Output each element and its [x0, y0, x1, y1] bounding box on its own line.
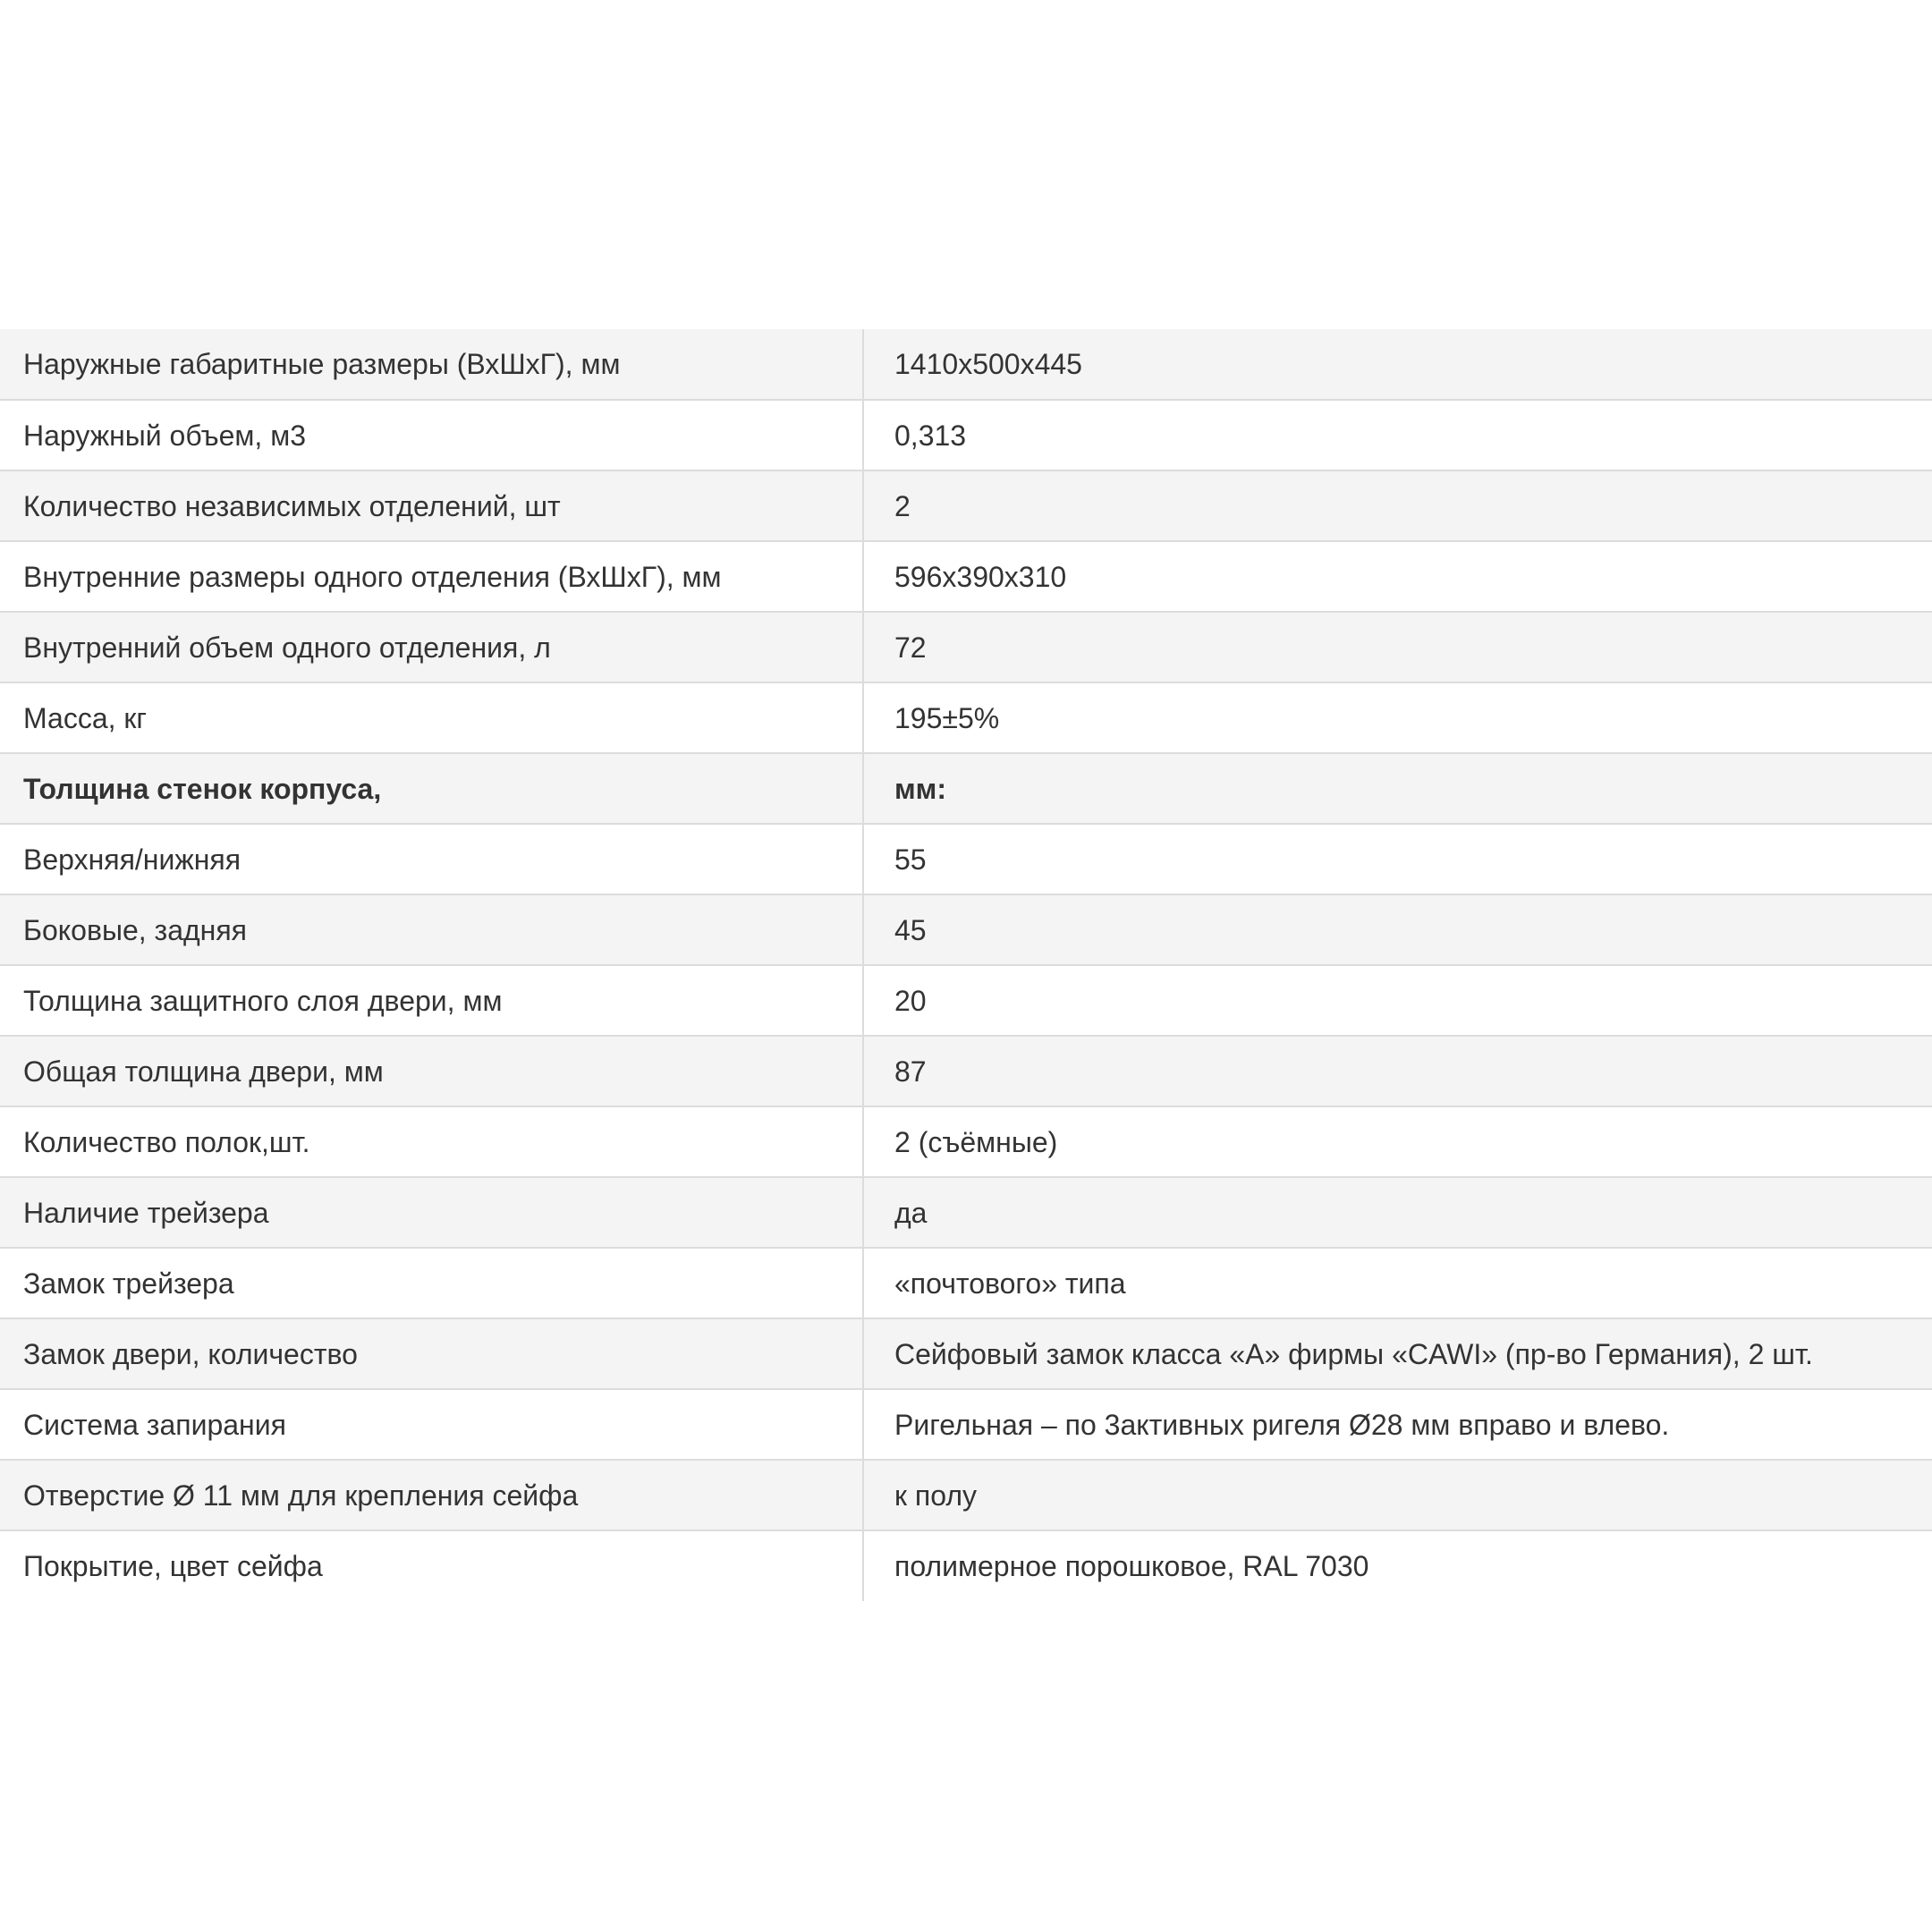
table-row [0, 894, 1932, 965]
spec-value: 0,313 [863, 400, 1932, 470]
table-row [0, 1389, 1932, 1460]
table-row [0, 329, 1932, 400]
spec-label: Система запирания [0, 1389, 863, 1460]
spec-value: 55 [863, 824, 1932, 894]
table-row [0, 1530, 1932, 1601]
spec-label: Отверстие Ø 11 мм для крепления сейфа [0, 1460, 863, 1530]
spec-label: Наружный объем, м3 [0, 400, 863, 470]
spec-label: Замок двери, количество [0, 1318, 863, 1389]
table-row [0, 1036, 1932, 1106]
spec-value: 596х390х310 [863, 541, 1932, 612]
table-row [0, 1248, 1932, 1318]
spec-value: 72 [863, 612, 1932, 682]
spec-value: 2 [863, 470, 1932, 541]
spec-label: Толщина защитного слоя двери, мм [0, 965, 863, 1036]
spec-label: Масса, кг [0, 682, 863, 753]
spec-value: 87 [863, 1036, 1932, 1106]
spec-label: Покрытие, цвет сейфа [0, 1530, 863, 1601]
spec-label: Количество независимых отделений, шт [0, 470, 863, 541]
spec-value: 1410х500х445 [863, 329, 1932, 400]
table-row [0, 965, 1932, 1036]
table-row [0, 1177, 1932, 1248]
spec-label: Замок трейзера [0, 1248, 863, 1318]
spec-label: Внутренний объем одного отделения, л [0, 612, 863, 682]
spec-label: Наружные габаритные размеры (ВхШхГ), мм [0, 329, 863, 400]
specs-table [0, 329, 1932, 1601]
table-section-header-row [0, 753, 1932, 824]
table-row [0, 612, 1932, 682]
table-row [0, 824, 1932, 894]
spec-label: Внутренние размеры одного отделения (ВхШхГ), мм [0, 541, 863, 612]
section-header-unit: мм: [863, 753, 1932, 824]
spec-label: Боковые, задняя [0, 894, 863, 965]
spec-value: Ригельная – по 3активных ригеля Ø28 мм вправо и влево. [863, 1389, 1932, 1460]
table-row [0, 1460, 1932, 1530]
spec-label: Верхняя/нижняя [0, 824, 863, 894]
spec-value: 20 [863, 965, 1932, 1036]
table-row [0, 541, 1932, 612]
table-row [0, 1106, 1932, 1177]
spec-label: Количество полок,шт. [0, 1106, 863, 1177]
specs-table-body [0, 329, 1932, 1601]
table-row [0, 400, 1932, 470]
spec-value: 195±5% [863, 682, 1932, 753]
table-row [0, 1318, 1932, 1389]
spec-value: 2 (съёмные) [863, 1106, 1932, 1177]
table-row [0, 682, 1932, 753]
spec-value: к полу [863, 1460, 1932, 1530]
spec-value: 45 [863, 894, 1932, 965]
spec-label: Наличие трейзера [0, 1177, 863, 1248]
spec-label: Общая толщина двери, мм [0, 1036, 863, 1106]
spec-value: да [863, 1177, 1932, 1248]
spec-value: полимерное порошковое, RAL 7030 [863, 1530, 1932, 1601]
table-row [0, 470, 1932, 541]
spec-value: «почтового» типа [863, 1248, 1932, 1318]
section-header-label: Толщина стенок корпуса, [0, 753, 863, 824]
spec-value: Сейфовый замок класса «А» фирмы «CAWI» (пр-во Германия), 2 шт. [863, 1318, 1932, 1389]
